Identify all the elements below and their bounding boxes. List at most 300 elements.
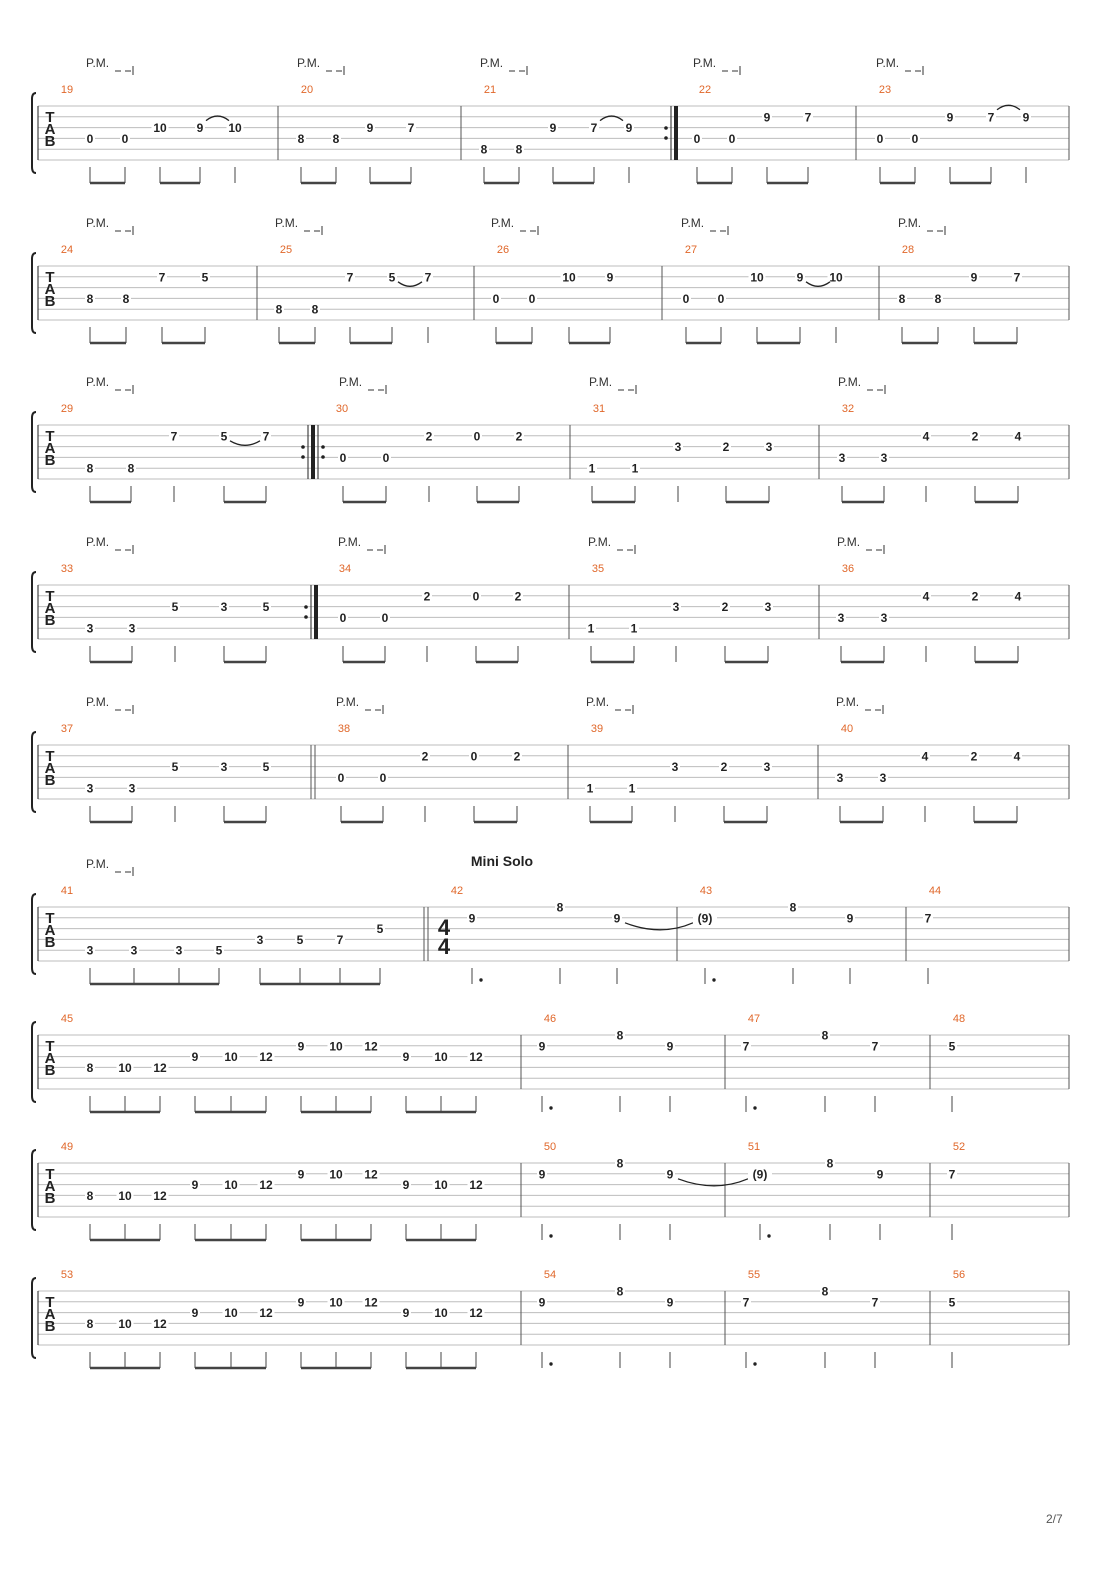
fret-number: 7 <box>158 270 166 285</box>
measure-number: 35 <box>591 563 605 575</box>
system-bracket <box>32 894 36 974</box>
repeat-dot <box>301 455 305 459</box>
dotted-note <box>753 1362 756 1365</box>
fret-number: 10 <box>118 1060 132 1075</box>
repeat-dot <box>664 136 668 140</box>
fret-number: 9 <box>297 1167 305 1182</box>
tab-clef-letter: B <box>44 772 56 789</box>
dotted-note <box>753 1106 756 1109</box>
staff-system <box>32 216 1069 343</box>
palm-mute-label: P.M. <box>837 535 861 549</box>
fret-number: 8 <box>826 1156 834 1171</box>
measure-number: 28 <box>901 244 915 256</box>
fret-number: 8 <box>556 900 564 915</box>
measure-number: 29 <box>60 403 74 415</box>
palm-mute-label: P.M. <box>86 857 110 871</box>
fret-number: 10 <box>118 1316 132 1331</box>
fret-number: 9 <box>876 1167 884 1182</box>
fret-number: 7 <box>262 429 270 444</box>
fret-number: 9 <box>538 1167 546 1182</box>
fret-number: 3 <box>672 600 680 615</box>
tab-clef-letter: T <box>45 428 55 445</box>
dotted-note <box>767 1234 770 1237</box>
measure-number: 34 <box>338 563 352 575</box>
fret-number: 8 <box>86 1060 94 1075</box>
fret-number: 0 <box>728 131 736 146</box>
tab-clef-letter: T <box>45 588 55 605</box>
fret-number: 3 <box>837 610 845 625</box>
fret-number: 5 <box>171 600 179 615</box>
fret-number: 7 <box>1013 270 1021 285</box>
staff-system <box>32 375 1069 502</box>
dotted-note <box>549 1362 552 1365</box>
measure-number: 25 <box>279 244 293 256</box>
fret-number: 2 <box>513 749 521 764</box>
section-label: Mini Solo <box>470 853 534 869</box>
fret-number: 5 <box>388 270 396 285</box>
measure-number: 42 <box>450 885 464 897</box>
fret-number: 3 <box>836 770 844 785</box>
fret-number: 0 <box>381 610 389 625</box>
palm-mute-label: P.M. <box>86 375 110 389</box>
system-bracket <box>32 1150 36 1230</box>
fret-number: 1 <box>586 781 594 796</box>
tab-clef-letter: A <box>44 760 56 777</box>
fret-number: 9 <box>402 1306 410 1321</box>
repeat-dot <box>664 126 668 130</box>
fret-number: 12 <box>153 1060 167 1075</box>
fret-number: 7 <box>590 121 598 136</box>
fret-number: 1 <box>588 461 596 476</box>
fret-number: 8 <box>275 302 283 317</box>
fret-number: 3 <box>86 621 94 636</box>
fret-number: 12 <box>469 1050 483 1065</box>
fret-number: 9 <box>191 1050 199 1065</box>
staff-system <box>32 535 1069 662</box>
fret-number: 3 <box>86 781 94 796</box>
palm-mute-label: P.M. <box>876 56 900 70</box>
dotted-note <box>549 1234 552 1237</box>
repeat-dot <box>304 615 308 619</box>
fret-number: 3 <box>671 760 679 775</box>
fret-number: 9 <box>191 1178 199 1193</box>
palm-mute-label: P.M. <box>693 56 717 70</box>
fret-number: 7 <box>742 1295 750 1310</box>
fret-number: 8 <box>789 900 797 915</box>
fret-number: 8 <box>821 1028 829 1043</box>
fret-number: 0 <box>911 131 919 146</box>
tab-clef-letter: A <box>44 600 56 617</box>
fret-number: 3 <box>220 600 228 615</box>
fret-number: 3 <box>880 450 888 465</box>
dotted-note <box>712 978 715 981</box>
measure-number: 48 <box>952 1013 966 1025</box>
measure-number: 46 <box>543 1013 557 1025</box>
fret-number: 10 <box>153 121 167 136</box>
fret-number: 2 <box>425 429 433 444</box>
measure-number: 33 <box>60 563 74 575</box>
measure-number: 32 <box>841 403 855 415</box>
tab-clef-letter: B <box>44 452 56 469</box>
fret-number: 7 <box>948 1167 956 1182</box>
fret-number: 3 <box>879 770 887 785</box>
measure-number: 40 <box>840 723 854 735</box>
measure-number: 54 <box>543 1269 557 1281</box>
fret-number: 9 <box>796 270 804 285</box>
fret-number: 3 <box>880 610 888 625</box>
fret-number: 5 <box>948 1039 956 1054</box>
fret-number: 5 <box>262 600 270 615</box>
fret-number: 9 <box>366 121 374 136</box>
fret-number: 4 <box>1014 589 1022 604</box>
palm-mute-label: P.M. <box>586 695 610 709</box>
fret-number: 8 <box>898 291 906 306</box>
fret-number: 12 <box>259 1050 273 1065</box>
fret-number: 9 <box>297 1295 305 1310</box>
fret-number: 3 <box>256 932 264 947</box>
fret-number: 7 <box>742 1039 750 1054</box>
fret-number: 9 <box>538 1295 546 1310</box>
measure-number: 31 <box>592 403 606 415</box>
fret-number: 2 <box>421 749 429 764</box>
fret-number: 5 <box>220 429 228 444</box>
palm-mute-label: P.M. <box>588 535 612 549</box>
fret-number: 0 <box>528 291 536 306</box>
fret-number: 0 <box>492 291 500 306</box>
fret-number: 8 <box>515 142 523 157</box>
fret-number: 12 <box>259 1306 273 1321</box>
fret-number: 10 <box>434 1178 448 1193</box>
fret-number: 5 <box>296 932 304 947</box>
fret-number: 8 <box>86 1316 94 1331</box>
repeat-dot <box>321 445 325 449</box>
fret-number: 3 <box>765 440 773 455</box>
fret-number: 8 <box>934 291 942 306</box>
fret-number: 9 <box>549 121 557 136</box>
fret-number: 9 <box>613 911 621 926</box>
fret-number: 9 <box>297 1039 305 1054</box>
fret-number: 12 <box>364 1039 378 1054</box>
tab-clef-letter: B <box>44 1190 56 1207</box>
fret-number: 10 <box>329 1167 343 1182</box>
fret-number: 0 <box>693 131 701 146</box>
fret-number: 5 <box>201 270 209 285</box>
tie-arc <box>806 282 830 287</box>
measure-number: 53 <box>60 1269 74 1281</box>
fret-number: 8 <box>311 302 319 317</box>
fret-number: 12 <box>469 1178 483 1193</box>
measure-number: 43 <box>699 885 713 897</box>
system-bracket <box>32 732 36 812</box>
measure-number: 50 <box>543 1141 557 1153</box>
fret-number: 12 <box>259 1178 273 1193</box>
tie-arc <box>230 441 260 446</box>
fret-number: 7 <box>346 270 354 285</box>
system-bracket <box>32 1278 36 1358</box>
palm-mute-label: P.M. <box>86 216 110 230</box>
measure-number: 44 <box>928 885 942 897</box>
measure-number: 23 <box>878 84 892 96</box>
fret-number: 2 <box>971 589 979 604</box>
tab-clef-letter: T <box>45 910 55 927</box>
system-bracket <box>32 253 36 333</box>
tab-clef-letter: A <box>44 440 56 457</box>
fret-number: 7 <box>170 429 178 444</box>
fret-number: 9 <box>666 1167 674 1182</box>
measure-number: 22 <box>698 84 712 96</box>
fret-number: 4 <box>921 749 929 764</box>
tab-clef-letter: T <box>45 748 55 765</box>
fret-number: 10 <box>329 1039 343 1054</box>
fret-number: 0 <box>339 450 347 465</box>
tab-clef-letter: A <box>44 922 56 939</box>
fret-number: 10 <box>228 121 242 136</box>
measure-number: 39 <box>590 723 604 735</box>
palm-mute-label: P.M. <box>338 535 362 549</box>
fret-number: 0 <box>86 131 94 146</box>
tab-clef-letter: B <box>44 133 56 150</box>
tab-clef-letter: T <box>45 269 55 286</box>
measure-number: 20 <box>300 84 314 96</box>
fret-number: 9 <box>1022 110 1030 125</box>
palm-mute-label: P.M. <box>336 695 360 709</box>
fret-number: 1 <box>631 461 639 476</box>
fret-number: 9 <box>468 911 476 926</box>
tab-clef-letter: T <box>45 1294 55 1311</box>
fret-number: 9 <box>191 1306 199 1321</box>
palm-mute-label: P.M. <box>275 216 299 230</box>
staff-system <box>32 695 1069 822</box>
fret-number: 7 <box>424 270 432 285</box>
fret-number: 3 <box>764 600 772 615</box>
tab-clef-letter: B <box>44 1318 56 1335</box>
palm-mute-label: P.M. <box>589 375 613 389</box>
staff-system <box>32 853 1069 984</box>
tab-clef-letter: A <box>44 121 56 138</box>
fret-number: 9 <box>196 121 204 136</box>
fret-number: 3 <box>128 781 136 796</box>
fret-number: 1 <box>628 781 636 796</box>
fret-number: 8 <box>127 461 135 476</box>
fret-number: (9) <box>697 911 713 926</box>
tab-clef-letter: B <box>44 612 56 629</box>
fret-number: 8 <box>821 1284 829 1299</box>
tab-clef-letter: B <box>44 1062 56 1079</box>
fret-number: 0 <box>121 131 129 146</box>
fret-number: 7 <box>871 1039 879 1054</box>
measure-number: 30 <box>335 403 349 415</box>
fret-number: (9) <box>752 1167 768 1182</box>
fret-number: 2 <box>722 440 730 455</box>
system-bracket <box>32 93 36 173</box>
tab-clef-letter: B <box>44 293 56 310</box>
fret-number: 12 <box>153 1188 167 1203</box>
palm-mute-label: P.M. <box>339 375 363 389</box>
tab-clef-letter: T <box>45 109 55 126</box>
tab-clef-letter: A <box>44 1178 56 1195</box>
fret-number: 0 <box>876 131 884 146</box>
fret-number: 8 <box>297 131 305 146</box>
fret-number: 10 <box>434 1306 448 1321</box>
fret-number: 3 <box>674 440 682 455</box>
fret-number: 2 <box>514 589 522 604</box>
fret-number: 3 <box>175 943 183 958</box>
measure-number: 52 <box>952 1141 966 1153</box>
tab-clef-letter: A <box>44 281 56 298</box>
fret-number: 8 <box>480 142 488 157</box>
fret-number: 3 <box>130 943 138 958</box>
tab-clef-letter: A <box>44 1050 56 1067</box>
fret-number: 5 <box>262 760 270 775</box>
fret-number: 5 <box>948 1295 956 1310</box>
fret-number: 10 <box>329 1295 343 1310</box>
fret-number: 0 <box>337 770 345 785</box>
fret-number: 8 <box>86 461 94 476</box>
repeat-dot <box>301 445 305 449</box>
fret-number: 3 <box>220 760 228 775</box>
tie-arc <box>398 282 422 287</box>
fret-number: 10 <box>224 1050 238 1065</box>
fret-number: 9 <box>402 1050 410 1065</box>
system-bracket <box>32 412 36 492</box>
palm-mute-label: P.M. <box>480 56 504 70</box>
fret-number: 9 <box>666 1039 674 1054</box>
fret-number: 9 <box>846 911 854 926</box>
fret-number: 2 <box>515 429 523 444</box>
fret-number: 12 <box>153 1316 167 1331</box>
fret-number: 3 <box>763 760 771 775</box>
fret-number: 2 <box>720 760 728 775</box>
measure-number: 26 <box>496 244 510 256</box>
measure-number: 55 <box>747 1269 761 1281</box>
palm-mute-label: P.M. <box>86 56 110 70</box>
measure-number: 37 <box>60 723 74 735</box>
fret-number: 0 <box>470 749 478 764</box>
measure-number: 21 <box>483 84 497 96</box>
fret-number: 5 <box>376 922 384 937</box>
fret-number: 0 <box>682 291 690 306</box>
measure-number: 45 <box>60 1013 74 1025</box>
repeat-dot <box>304 605 308 609</box>
tab-clef-letter: T <box>45 1038 55 1055</box>
fret-number: 9 <box>763 110 771 125</box>
fret-number: 7 <box>336 932 344 947</box>
fret-number: 0 <box>379 770 387 785</box>
staff-system <box>32 1141 1069 1240</box>
fret-number: 7 <box>987 110 995 125</box>
time-signature-bottom: 4 <box>437 934 451 959</box>
fret-number: 2 <box>423 589 431 604</box>
page-number: 2/7 <box>1046 1512 1063 1526</box>
palm-mute-label: P.M. <box>836 695 860 709</box>
fret-number: 3 <box>86 943 94 958</box>
fret-number: 5 <box>215 943 223 958</box>
fret-number: 0 <box>472 589 480 604</box>
system-bracket <box>32 1022 36 1102</box>
staff-system <box>32 1013 1069 1112</box>
fret-number: 3 <box>128 621 136 636</box>
measure-number: 19 <box>60 84 74 96</box>
measure-number: 38 <box>337 723 351 735</box>
fret-number: 8 <box>86 1188 94 1203</box>
measure-number: 49 <box>60 1141 74 1153</box>
fret-number: 3 <box>838 450 846 465</box>
fret-number: 8 <box>616 1284 624 1299</box>
measure-number: 41 <box>60 885 74 897</box>
fret-number: 8 <box>616 1156 624 1171</box>
staff-system <box>32 1269 1069 1368</box>
fret-number: 7 <box>804 110 812 125</box>
fret-number: 12 <box>469 1306 483 1321</box>
palm-mute-label: P.M. <box>681 216 705 230</box>
dotted-note <box>549 1106 552 1109</box>
fret-number: 8 <box>86 291 94 306</box>
repeat-dot <box>321 455 325 459</box>
fret-number: 0 <box>717 291 725 306</box>
palm-mute-label: P.M. <box>86 535 110 549</box>
palm-mute-label: P.M. <box>297 56 321 70</box>
fret-number: 9 <box>402 1178 410 1193</box>
fret-number: 1 <box>587 621 595 636</box>
fret-number: 9 <box>666 1295 674 1310</box>
fret-number: 10 <box>750 270 764 285</box>
fret-number: 5 <box>171 760 179 775</box>
fret-number: 9 <box>625 121 633 136</box>
fret-number: 4 <box>1014 429 1022 444</box>
tab-clef-letter: B <box>44 934 56 951</box>
fret-number: 10 <box>562 270 576 285</box>
system-bracket <box>32 572 36 652</box>
fret-number: 8 <box>332 131 340 146</box>
fret-number: 1 <box>630 621 638 636</box>
fret-number: 7 <box>871 1295 879 1310</box>
fret-number: 7 <box>407 121 415 136</box>
measure-number: 27 <box>684 244 698 256</box>
fret-number: 10 <box>118 1188 132 1203</box>
fret-number: 0 <box>473 429 481 444</box>
fret-number: 2 <box>970 749 978 764</box>
fret-number: 0 <box>339 610 347 625</box>
fret-number: 9 <box>606 270 614 285</box>
fret-number: 9 <box>946 110 954 125</box>
fret-number: 10 <box>224 1306 238 1321</box>
staff-system <box>32 56 1069 183</box>
measure-number: 56 <box>952 1269 966 1281</box>
fret-number: 9 <box>538 1039 546 1054</box>
fret-number: 7 <box>924 911 932 926</box>
measure-number: 24 <box>60 244 74 256</box>
measure-number: 51 <box>747 1141 761 1153</box>
palm-mute-label: P.M. <box>898 216 922 230</box>
tab-clef-letter: T <box>45 1166 55 1183</box>
fret-number: 4 <box>1013 749 1021 764</box>
fret-number: 10 <box>829 270 843 285</box>
fret-number: 10 <box>434 1050 448 1065</box>
fret-number: 2 <box>971 429 979 444</box>
fret-number: 4 <box>922 429 930 444</box>
fret-number: 10 <box>224 1178 238 1193</box>
palm-mute-label: P.M. <box>491 216 515 230</box>
fret-number: 8 <box>122 291 130 306</box>
measure-number: 36 <box>841 563 855 575</box>
fret-number: 8 <box>616 1028 624 1043</box>
fret-number: 4 <box>922 589 930 604</box>
fret-number: 12 <box>364 1295 378 1310</box>
palm-mute-label: P.M. <box>838 375 862 389</box>
time-signature-top: 4 <box>437 915 451 940</box>
fret-number: 2 <box>721 600 729 615</box>
tab-clef-letter: A <box>44 1306 56 1323</box>
